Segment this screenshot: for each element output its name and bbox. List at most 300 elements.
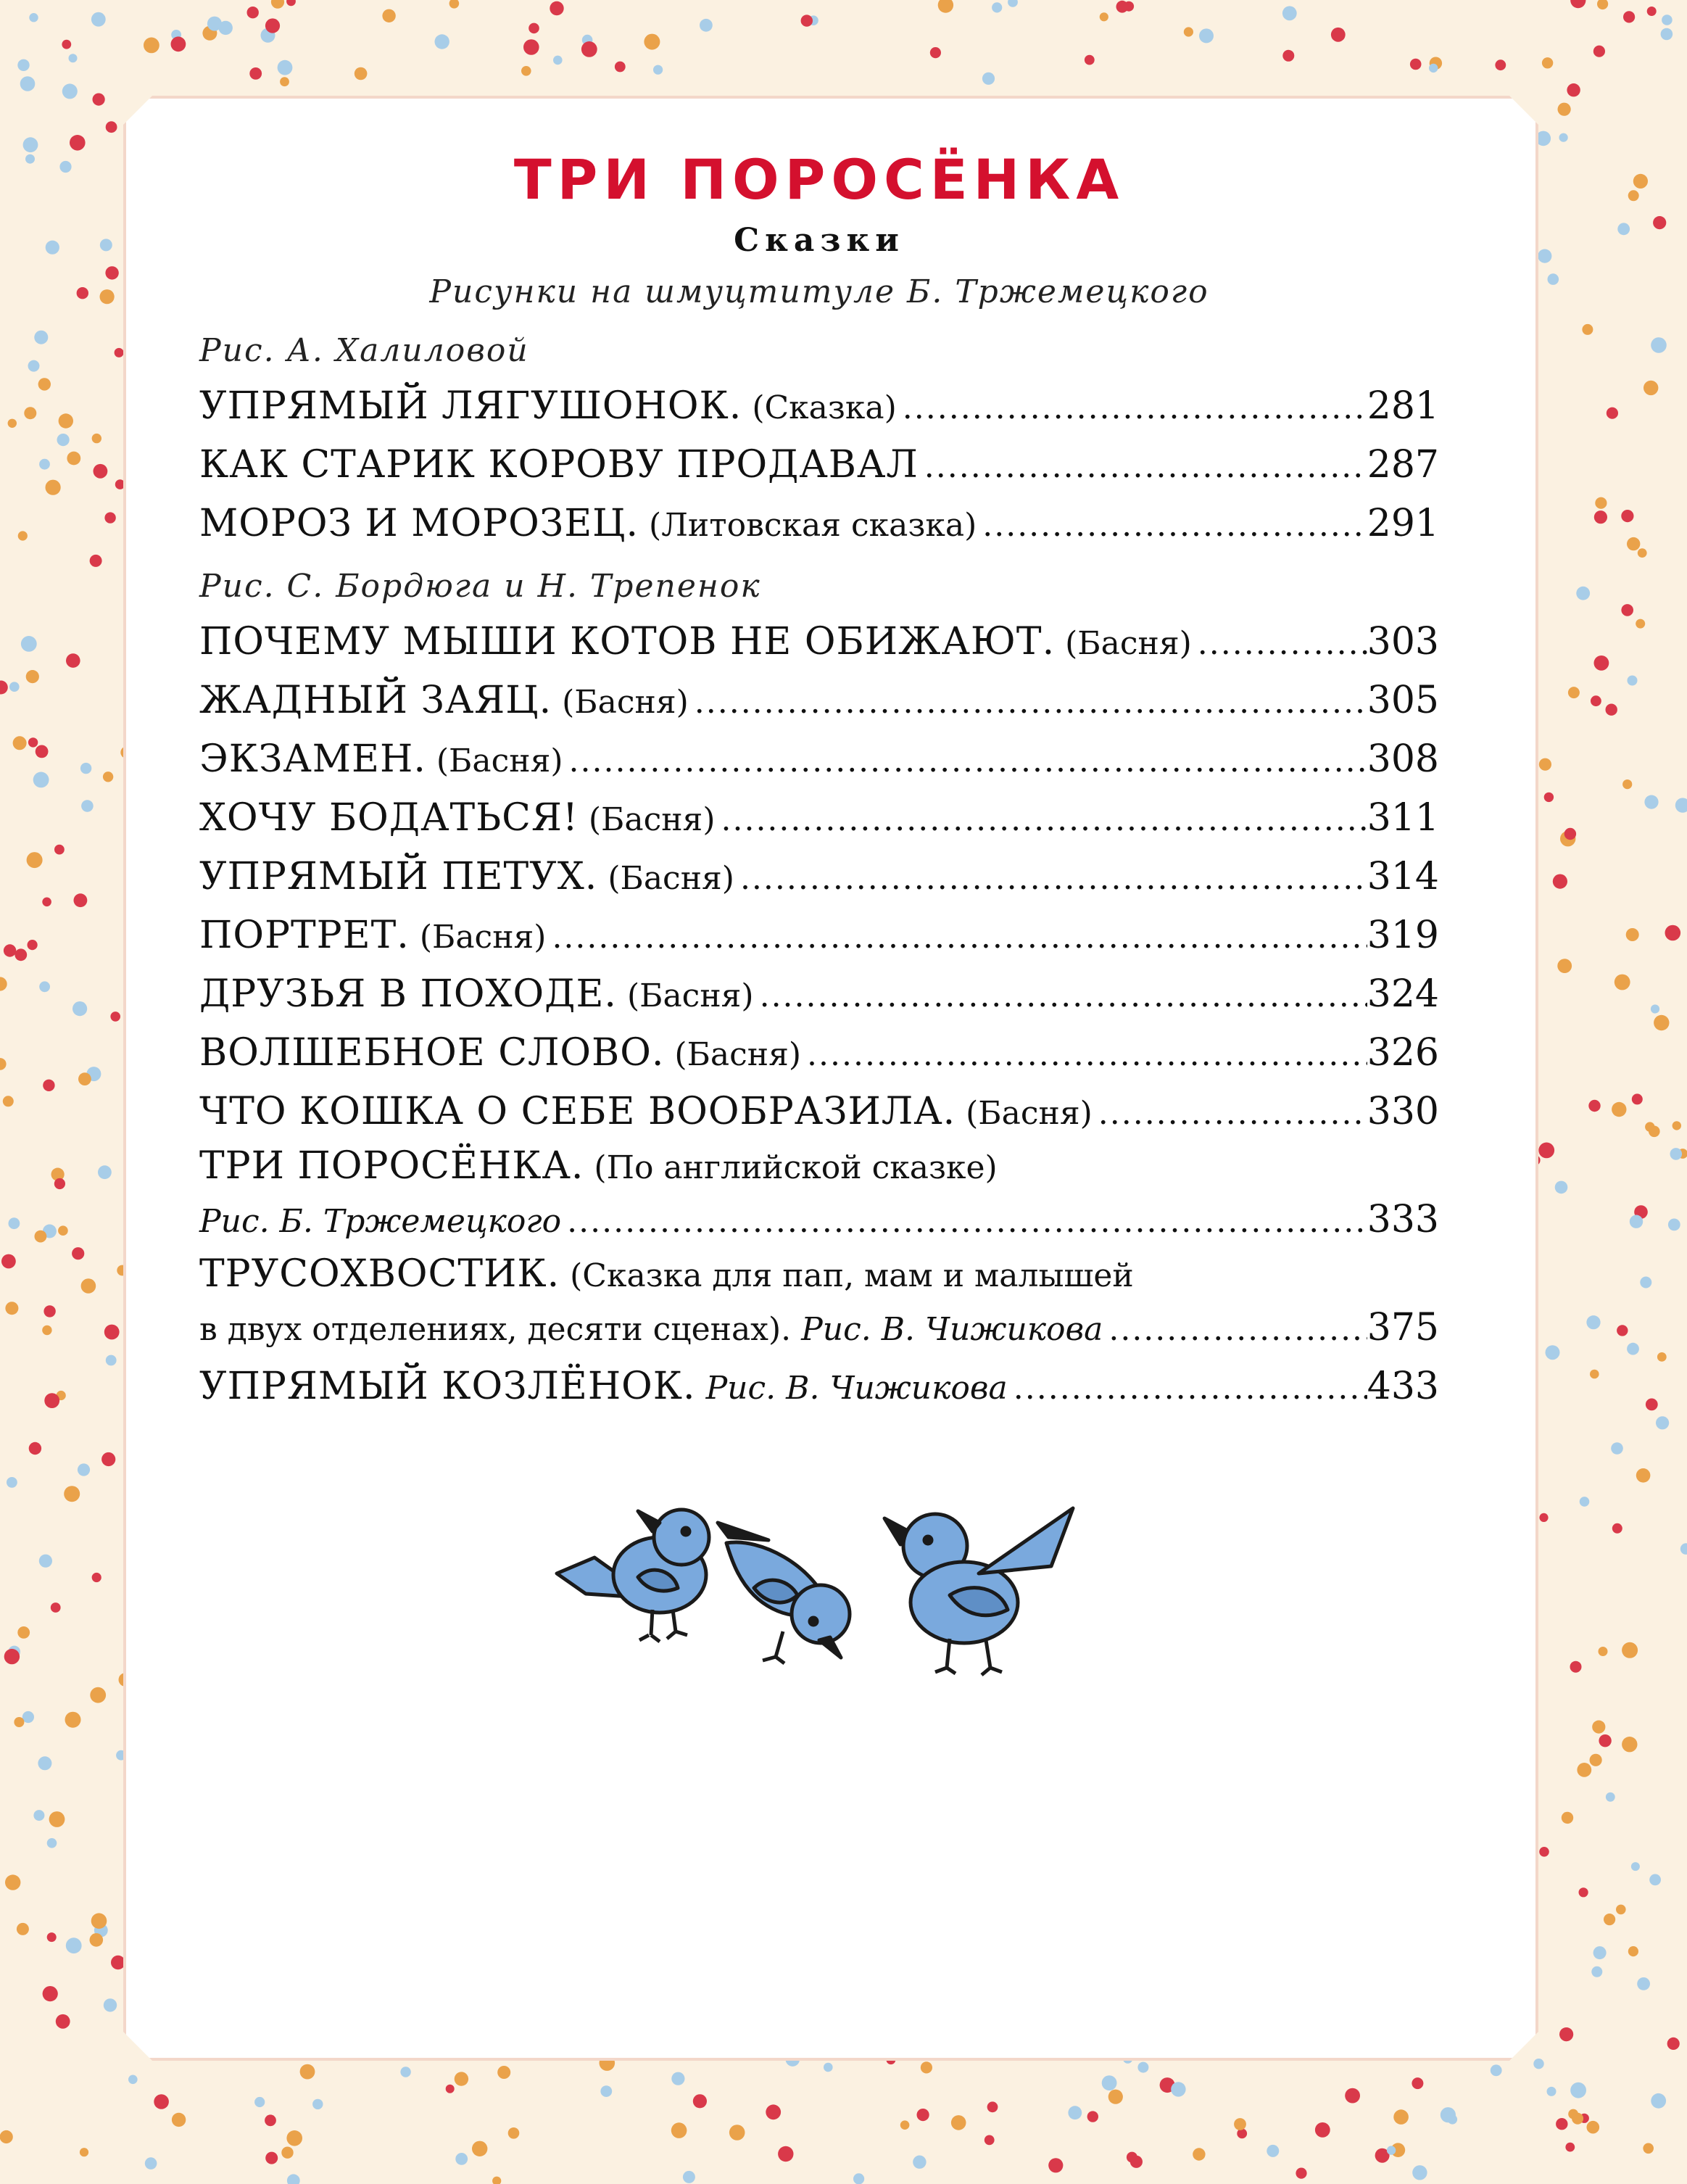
decorative-dot	[70, 135, 86, 151]
decorative-dot	[1616, 1905, 1626, 1915]
decorative-dot	[1587, 2121, 1600, 2134]
page-number: 305	[1367, 679, 1439, 722]
decorative-dot	[1622, 1642, 1638, 1658]
decorative-dot	[1607, 408, 1618, 419]
decorative-dot	[172, 2113, 186, 2127]
decorative-dot	[1606, 1792, 1615, 1802]
decorative-dot	[644, 34, 660, 50]
decorative-dot	[93, 94, 105, 106]
section-illustrator-label: Рис. С. Бордюга и Н. Трепенок	[199, 568, 761, 605]
decorative-dot	[1102, 2075, 1117, 2090]
page-number: 287	[1367, 443, 1439, 487]
entry-title: ЧТО КОШКА О СЕБЕ ВООБРАЗИЛА.	[199, 1090, 956, 1133]
toc-entry[interactable]	[199, 848, 1439, 906]
entry-note: (Басня)	[674, 1036, 802, 1073]
decorative-dot	[1547, 2087, 1557, 2096]
decorative-dot	[1665, 925, 1681, 941]
dot-leader	[546, 908, 1367, 967]
decorative-dot	[1234, 2118, 1246, 2130]
decorative-dot	[1597, 0, 1608, 9]
decorative-dot	[249, 67, 262, 80]
decorative-dot	[1544, 793, 1554, 802]
decorative-dot	[671, 2122, 687, 2138]
decorative-dot	[281, 2147, 293, 2159]
decorative-dot	[1651, 2093, 1666, 2109]
decorative-dot	[38, 378, 51, 390]
decorative-dot	[66, 653, 80, 668]
entry-illustrator: Рис. В. Чижикова	[705, 1370, 1008, 1407]
decorative-dot	[1538, 249, 1551, 263]
decorative-dot	[92, 1573, 101, 1582]
decorative-dot	[921, 2061, 932, 2073]
decorative-dot	[1668, 1219, 1680, 1231]
entry-note: в двух отделениях, десяти сценах).	[199, 1311, 792, 1348]
decorative-dot	[33, 1810, 44, 1821]
decorative-dot	[300, 2064, 315, 2080]
decorative-dot	[1592, 1721, 1605, 1734]
entry-title: УПРЯМЫЙ КОЗЛЁНОК.	[199, 1365, 696, 1408]
decorative-dot	[33, 772, 49, 788]
decorative-dot	[80, 2148, 88, 2156]
decorative-dot	[1546, 1345, 1560, 1360]
dot-leader	[754, 967, 1367, 1025]
page-number: 375	[1367, 1306, 1439, 1349]
dot-leader	[897, 379, 1367, 437]
decorative-dot	[1636, 619, 1645, 629]
entry-title: МОРОЗ И МОРОЗЕЦ.	[199, 502, 639, 545]
entry-title: ТРУСОХВОСТИК.	[199, 1252, 560, 1296]
decorative-dot	[497, 2066, 510, 2079]
decorative-dot	[44, 1393, 59, 1408]
toc-entry[interactable]	[199, 613, 1439, 671]
decorative-dot	[1661, 28, 1673, 41]
decorative-dot	[900, 2120, 910, 2130]
entry-title: ХОЧУ БОДАТЬСЯ!	[199, 796, 579, 840]
decorative-dot	[1412, 2077, 1423, 2089]
decorative-dot	[57, 434, 70, 446]
decorative-dot	[1653, 216, 1666, 229]
decorative-dot	[1539, 758, 1551, 771]
entry-note: (Басня)	[436, 743, 563, 779]
decorative-dot	[62, 83, 78, 99]
dot-leader	[715, 790, 1367, 849]
decorative-dot	[1627, 537, 1640, 550]
toc-entry[interactable]	[199, 906, 1439, 965]
entry-note: (Басня)	[588, 801, 716, 838]
decorative-dot	[455, 2153, 468, 2165]
decorative-dot	[1667, 2038, 1680, 2050]
decorative-dot	[1680, 1543, 1687, 1555]
decorative-dot	[34, 331, 48, 344]
decorative-dot	[103, 772, 113, 782]
decorative-dot	[1393, 2109, 1409, 2125]
decorative-dot	[1008, 0, 1018, 7]
toc-entry[interactable]	[199, 730, 1439, 789]
decorative-dot	[286, 2130, 302, 2146]
decorative-dot	[1591, 695, 1601, 706]
toc-entry-kozlenok[interactable]	[199, 1357, 1439, 1416]
dot-leader	[1192, 614, 1367, 673]
decorative-dot	[287, 2174, 300, 2184]
decorative-dot	[1604, 1914, 1615, 1925]
decorative-dot	[56, 2014, 70, 2029]
decorative-dot	[26, 670, 39, 683]
decorative-dot	[0, 1058, 7, 1070]
decorative-dot	[1171, 2082, 1185, 2096]
page-number: 281	[1367, 384, 1439, 428]
page-number: 319	[1367, 914, 1439, 957]
decorative-dot	[98, 1165, 112, 1179]
decorative-dot	[43, 1986, 58, 2001]
page-number: 330	[1367, 1090, 1439, 1133]
decorative-dot	[729, 2125, 745, 2140]
decorative-dot	[1582, 324, 1593, 335]
decorative-dot	[1557, 959, 1572, 973]
dot-leader	[563, 732, 1367, 790]
entry-note: (Басня)	[1065, 625, 1192, 662]
toc-entry[interactable]	[199, 1024, 1439, 1083]
entry-title: КАК СТАРИК КОРОВУ ПРОДАВАЛ	[199, 443, 919, 487]
decorative-dot	[1087, 2111, 1098, 2122]
decorative-dot	[1577, 1763, 1591, 1777]
decorative-dot	[17, 1626, 30, 1639]
page-number: 308	[1367, 737, 1439, 781]
toc-entry[interactable]	[199, 495, 1439, 553]
decorative-dot	[24, 407, 36, 419]
decorative-dot	[1590, 1754, 1602, 1766]
decorative-dot	[435, 34, 449, 49]
decorative-dot	[1564, 828, 1576, 840]
decorative-dot	[1594, 510, 1607, 524]
page-number: 314	[1367, 855, 1439, 898]
toc-entry[interactable]	[199, 1083, 1439, 1141]
decorative-dot	[1345, 2088, 1360, 2104]
decorative-dot	[778, 2146, 793, 2162]
decorative-dot	[104, 512, 115, 523]
decorative-dot	[21, 636, 37, 652]
decorative-dot	[853, 2173, 864, 2184]
toc-entry-continuation[interactable]	[199, 1299, 1439, 1357]
decorative-dot	[80, 763, 91, 774]
decorative-dot	[29, 1442, 41, 1455]
decorative-dot	[100, 239, 112, 251]
decorative-dot	[1448, 2114, 1457, 2124]
decorative-dot	[1638, 548, 1647, 558]
decorative-dot	[1621, 604, 1633, 616]
decorative-dot	[930, 47, 941, 58]
decorative-dot	[265, 2152, 278, 2164]
decorative-dot	[90, 1933, 104, 1947]
decorative-dot	[1633, 174, 1648, 189]
decorative-dot	[72, 1247, 84, 1259]
decorative-dot	[49, 1811, 65, 1827]
decorative-dot	[265, 18, 280, 33]
decorative-dot	[1651, 337, 1667, 353]
decorative-dot	[1630, 1215, 1643, 1228]
decorative-dot	[154, 2094, 169, 2109]
entry-title: ЖАДНЫЙ ЗАЯЦ.	[199, 679, 552, 722]
decorative-dot	[104, 1325, 120, 1340]
entry-note: (По английской сказке)	[594, 1149, 998, 1186]
entry-title: ПОРТРЕТ.	[199, 914, 410, 957]
decorative-dot	[1594, 655, 1609, 671]
decorative-dot	[0, 681, 8, 695]
decorative-dot	[1130, 2156, 1143, 2168]
decorative-dot	[1617, 223, 1630, 235]
page-number: 291	[1367, 502, 1439, 545]
section-subtitle: Сказки	[734, 222, 905, 259]
decorative-dot	[100, 289, 115, 304]
entry-title: УПРЯМЫЙ ПЕТУХ.	[199, 855, 598, 898]
dot-leader	[1093, 1084, 1367, 1143]
decorative-dot	[0, 2130, 13, 2143]
decorative-dot	[1576, 587, 1590, 600]
decorative-dot	[5, 1302, 18, 1315]
decorative-dot	[1558, 103, 1571, 116]
decorative-dot	[94, 464, 108, 479]
decorative-dot	[917, 2109, 929, 2121]
toc-entry[interactable]	[199, 436, 1439, 495]
decorative-dot	[254, 2097, 265, 2107]
decorative-dot	[446, 2085, 455, 2093]
decorative-dot	[90, 555, 102, 567]
entry-note: (Сказка для пап, мам и малышей	[570, 1257, 1134, 1294]
decorative-dot	[1108, 2090, 1123, 2104]
decorative-dot	[1673, 1121, 1681, 1130]
decorative-dot	[1387, 2146, 1396, 2154]
decorative-dot	[700, 19, 713, 32]
decorative-dot	[1599, 1734, 1611, 1747]
decorative-dot	[1579, 1887, 1588, 1897]
decorative-dot	[28, 737, 38, 747]
dot-leader	[1008, 1359, 1367, 1418]
decorative-dot	[59, 161, 71, 173]
decorative-dot	[38, 1756, 51, 1770]
decorative-dot	[14, 948, 27, 961]
decorative-dot	[81, 800, 94, 812]
decorative-dot	[355, 67, 368, 80]
decorative-dot	[17, 59, 29, 71]
decorative-dot	[1562, 1812, 1573, 1824]
decorative-dot	[1068, 2106, 1082, 2119]
decorative-dot	[27, 852, 43, 868]
decorative-dot	[1296, 2168, 1306, 2179]
decorative-dot	[77, 287, 88, 299]
toc-entry-continuation[interactable]	[199, 1191, 1439, 1249]
decorative-dot	[1646, 1399, 1658, 1411]
decorative-dot	[78, 1072, 91, 1085]
decorative-dot	[29, 13, 38, 22]
decorative-dot	[523, 39, 539, 55]
decorative-dot	[492, 2177, 501, 2184]
decorative-dot	[1617, 1325, 1628, 1336]
decorative-dot	[1591, 1966, 1602, 1977]
dot-leader	[734, 849, 1367, 908]
decorative-dot	[69, 54, 78, 62]
entry-note: (Басня)	[608, 860, 734, 897]
decorative-dot	[51, 1602, 61, 1613]
decorative-dot	[1649, 1874, 1661, 1886]
decorative-dot	[1331, 28, 1346, 42]
decorative-dot	[1627, 1343, 1639, 1355]
toc-entry-trusokhvostik[interactable]	[199, 1249, 1439, 1299]
section-illustrator-label: Рис. А. Халиловой	[199, 332, 529, 369]
decorative-dot	[18, 531, 28, 540]
decorative-dot	[615, 62, 626, 73]
three-birds-illustration	[544, 1486, 1095, 1704]
decorative-dot	[1580, 1497, 1590, 1507]
bird-right	[884, 1508, 1073, 1675]
decorative-dot	[312, 2099, 323, 2109]
decorative-dot	[106, 121, 117, 133]
decorative-dot	[472, 2141, 487, 2156]
decorative-dot	[801, 15, 813, 26]
decorative-dot	[1675, 798, 1687, 812]
decorative-dot	[1651, 1004, 1659, 1013]
decorative-dot	[286, 0, 296, 6]
page-number: 311	[1367, 796, 1439, 840]
decorative-dot	[171, 36, 186, 51]
decorative-dot	[1199, 28, 1214, 43]
entry-title: ВОЛШЕБНОЕ СЛОВО.	[199, 1031, 665, 1075]
decorative-dot	[683, 2171, 695, 2183]
decorative-dot	[938, 0, 953, 13]
decorative-dot	[1412, 2165, 1427, 2180]
entry-note: (Басня)	[419, 919, 547, 956]
decorative-dot	[1644, 381, 1658, 395]
decorative-dot	[1429, 64, 1438, 73]
decorative-dot	[550, 1, 563, 15]
decorative-dot	[1590, 1370, 1599, 1379]
decorative-dot	[1567, 83, 1580, 96]
decorative-dot	[28, 940, 38, 950]
decorative-dot	[271, 0, 284, 9]
bird-left	[557, 1510, 709, 1642]
toc-entry[interactable]	[199, 377, 1439, 436]
decorative-dot	[1116, 1, 1129, 13]
decorative-dot	[671, 2072, 684, 2085]
decorative-dot	[1553, 874, 1567, 889]
decorative-dot	[101, 1452, 115, 1466]
decorative-dot	[5, 1874, 20, 1890]
decorative-dot	[39, 1555, 52, 1568]
decorative-dot	[9, 682, 20, 692]
decorative-dot	[1570, 1661, 1582, 1673]
entry-note: (Басня)	[562, 684, 689, 721]
decorative-dot	[1556, 2118, 1567, 2130]
decorative-dot	[1611, 1442, 1623, 1455]
decorative-dot	[1568, 687, 1580, 698]
dot-leader	[561, 1192, 1367, 1251]
decorative-dot	[1085, 55, 1095, 65]
decorative-dot	[982, 73, 995, 85]
decorative-dot	[985, 2135, 995, 2146]
decorative-dot	[35, 1230, 47, 1243]
decorative-dot	[280, 77, 289, 86]
decorative-dot	[65, 1712, 81, 1728]
toc-entry[interactable]	[199, 789, 1439, 848]
illustrator-credit: Рисунки на шмуцтитуле Б. Тржемецкого	[429, 273, 1209, 310]
decorative-dot	[105, 266, 118, 279]
page-number: 333	[1367, 1198, 1439, 1241]
decorative-dot	[1282, 6, 1297, 20]
decorative-dot	[39, 459, 50, 470]
decorative-dot	[1640, 1277, 1651, 1289]
decorative-dot	[400, 2067, 410, 2077]
page-number: 326	[1367, 1031, 1439, 1075]
decorative-dot	[1656, 1416, 1669, 1429]
decorative-dot	[92, 434, 101, 443]
decorative-dot	[54, 845, 65, 855]
decorative-dot	[91, 12, 106, 27]
decorative-dot	[693, 2094, 707, 2108]
toc-entry[interactable]	[199, 965, 1439, 1024]
decorative-dot	[1612, 1102, 1626, 1117]
decorative-dot	[382, 9, 395, 22]
decorative-dot	[1593, 1946, 1607, 1959]
dot-leader	[1103, 1300, 1367, 1359]
toc-entry[interactable]	[199, 671, 1439, 730]
entry-illustrator: Рис. В. Чижикова	[801, 1311, 1103, 1348]
decorative-dot	[1565, 2143, 1575, 2152]
decorative-dot	[59, 413, 73, 428]
page-number: 433	[1367, 1365, 1439, 1408]
decorative-dot	[104, 1998, 117, 2011]
decorative-dot	[1137, 2062, 1148, 2073]
decorative-dot	[455, 2072, 468, 2085]
decorative-dot	[987, 2101, 998, 2112]
decorative-dot	[47, 1838, 57, 1848]
decorative-dot	[913, 2156, 926, 2169]
decorative-dot	[1570, 0, 1586, 8]
decorative-dot	[14, 1717, 24, 1727]
decorative-dot	[1559, 133, 1568, 142]
decorative-dot	[1559, 2027, 1573, 2041]
entry-title: ДРУЗЬЯ В ПОХОДЕ.	[199, 972, 617, 1016]
decorative-dot	[1548, 273, 1559, 285]
entry-note: (Басня)	[626, 977, 754, 1014]
decorative-dot	[28, 360, 40, 372]
decorative-dot	[1315, 2122, 1330, 2138]
decorative-dot	[145, 2157, 157, 2169]
decorative-dot	[42, 898, 51, 907]
page-number: 303	[1367, 620, 1439, 663]
decorative-dot	[7, 1477, 17, 1488]
decorative-dot	[553, 56, 563, 65]
decorative-dot	[278, 60, 293, 75]
toc-entry-three-pigs[interactable]	[199, 1141, 1439, 1191]
entry-note: (Сказка)	[752, 389, 897, 426]
decorative-dot	[992, 2, 1002, 12]
decorative-dot	[78, 1463, 90, 1476]
decorative-dot	[9, 1217, 20, 1229]
decorative-dot	[74, 893, 88, 907]
decorative-dot	[1533, 2059, 1543, 2069]
decorative-dot	[1586, 1315, 1600, 1329]
decorative-dot	[43, 1080, 54, 1091]
decorative-dot	[1410, 59, 1422, 70]
decorative-dot	[39, 981, 50, 992]
decorative-dot	[1539, 1847, 1549, 1857]
decorative-dot	[1662, 15, 1673, 25]
decorative-dot	[1568, 2109, 1578, 2119]
decorative-dot	[46, 241, 59, 255]
decorative-dot	[1626, 928, 1639, 941]
decorative-dot	[1595, 497, 1607, 509]
decorative-dot	[72, 1001, 87, 1016]
entry-note: (Басня)	[966, 1095, 1093, 1132]
decorative-dot	[43, 1305, 55, 1317]
